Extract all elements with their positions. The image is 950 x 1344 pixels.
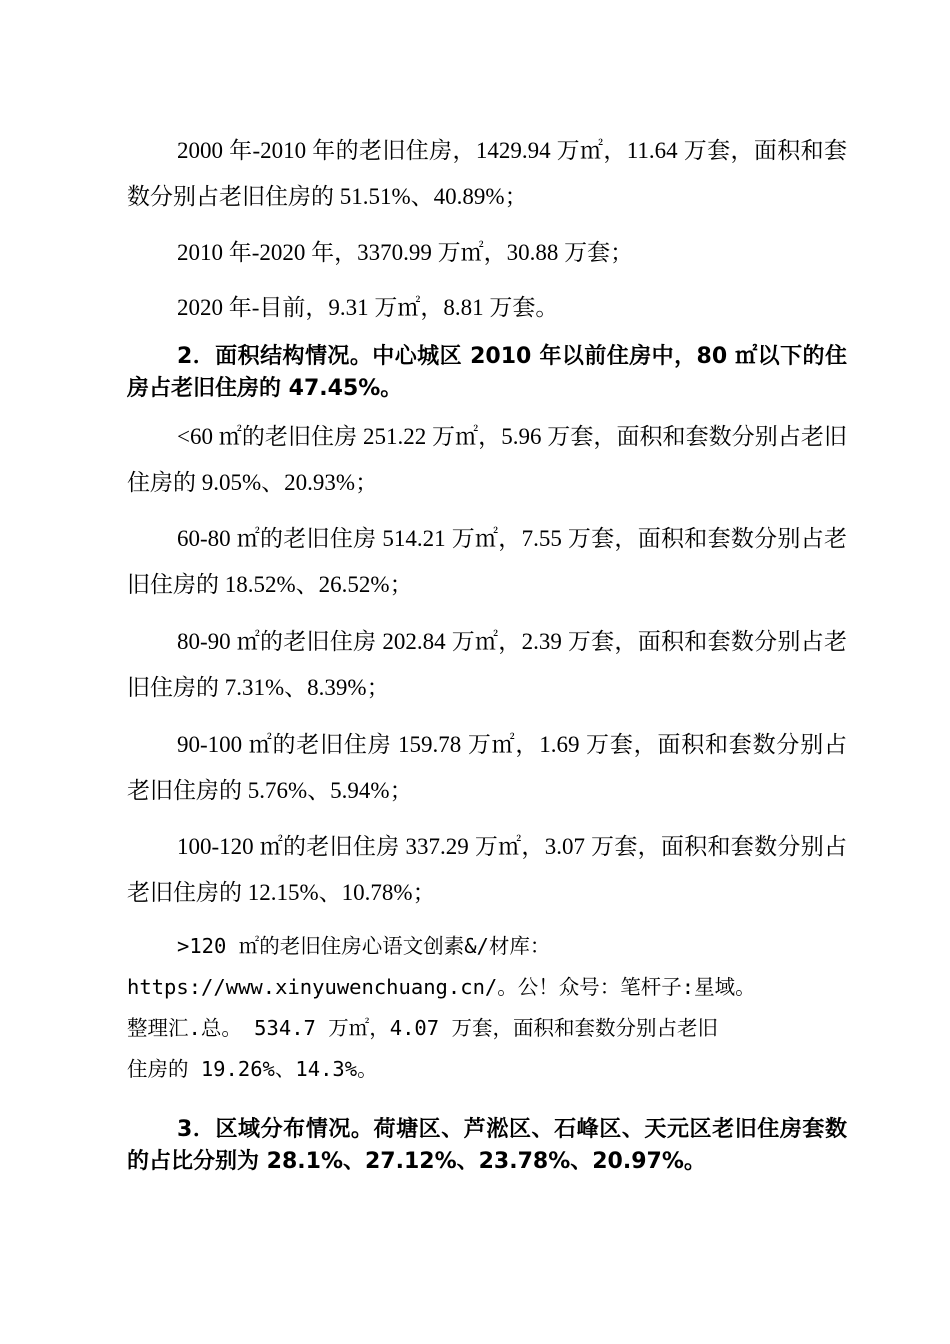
paragraph-2020-now: 2020 年-目前，9.31 万㎡，8.81 万套。	[177, 295, 559, 320]
over-120-line-1: >120 ㎡的老旧住房心语文创素&/材库：	[177, 934, 551, 958]
paragraph-over-120	[127, 926, 847, 1090]
over-120-url-line: https://www.xinyuwenchuang.cn/。公！众号：笔杆子:星域。	[127, 975, 756, 999]
paragraph-60-80: 60-80 ㎡的老旧住房 514.21 万㎡，7.55 万套，面积和套数分别占老旧住房的 18.52%、26.52%；	[127, 526, 847, 597]
paragraph-2000-2010: 2000 年-2010 年的老旧住房，1429.94 万㎡，11.64 万套，面积和套数分别占老旧住房的 51.51%、40.89%；	[127, 138, 847, 209]
paragraph-80-90: 80-90 ㎡的老旧住房 202.84 万㎡，2.39 万套，面积和套数分别占老旧住房的 7.31%、8.39%；	[127, 629, 847, 700]
section-heading-region-distribution: 3．区域分布情况。荷塘区、芦淞区、石峰区、天元区老旧住房套数的占比分别为 28.1%、27.12%、23.78%、20.97%。	[127, 1117, 847, 1174]
over-120-line-4: 住房的 19.26%、14.3%。	[127, 1057, 378, 1081]
section-heading-area-structure: 2．面积结构情况。中心城区 2010 年以前住房中，80 ㎡以下的住房占老旧住房的 47.45%。	[127, 344, 847, 401]
paragraph-90-100: 90-100 ㎡的老旧住房 159.78 万㎡，1.69 万套，面积和套数分别占老旧住房的 5.76%、5.94%；	[127, 732, 847, 803]
paragraph-100-120: 100-120 ㎡的老旧住房 337.29 万㎡，3.07 万套，面积和套数分别占老旧住房的 12.15%、10.78%；	[127, 834, 847, 905]
over-120-line-3: 整理汇.总。 534.7 万㎡，4.07 万套，面积和套数分别占老旧	[127, 1016, 718, 1040]
paragraph-2010-2020: 2010 年-2020 年，3370.99 万㎡，30.88 万套；	[177, 240, 634, 265]
paragraph-under-60: <60 ㎡的老旧住房 251.22 万㎡，5.96 万套，面积和套数分别占老旧住房的 9.05%、20.93%；	[127, 424, 847, 495]
